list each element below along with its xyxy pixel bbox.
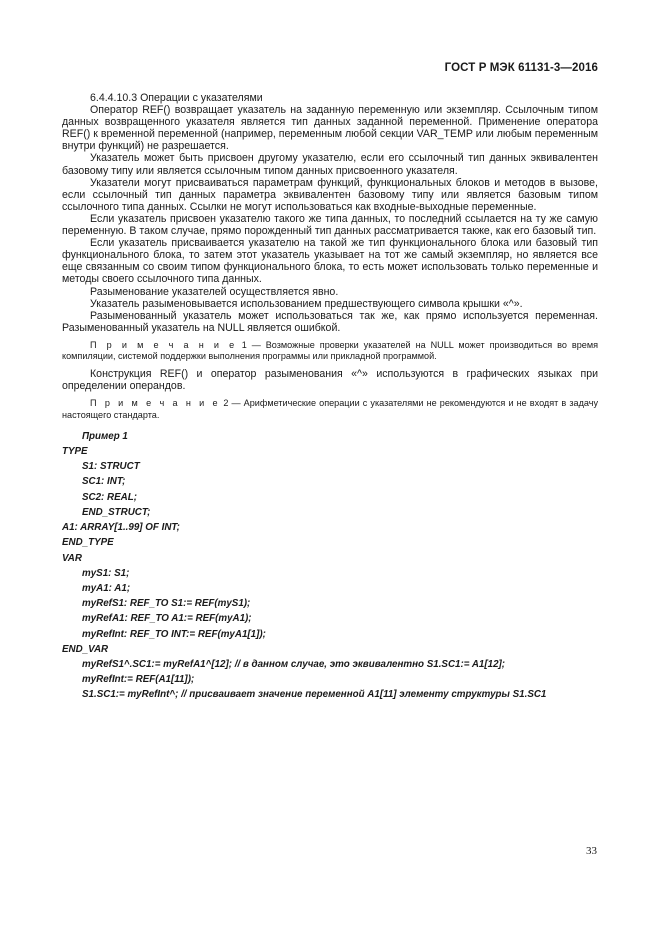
code-line: S1: STRUCT — [82, 461, 140, 473]
note-1 — [62, 340, 598, 362]
document-header: ГОСТ Р МЭК 61131-3—2016 — [444, 62, 598, 74]
example-title: Пример 1 — [82, 430, 128, 442]
paragraph: Указатель разыменовывается использованием предшествующего символа крышки «^». — [90, 297, 523, 310]
code-line: SC2: REAL; — [82, 491, 137, 503]
paragraph: Указатели могут присваиваться параметрам функций, функциональных блоков и методов в вызове, если ссылочный тип данных параметра эквивалентен базовому типу или является базовым типом ссылочного типа данных. Ссылки не могут использоваться как входные-выходные переменные. — [62, 176, 598, 213]
code-line: END_TYPE — [62, 537, 114, 549]
code-line: myRefS1^.SC1:= myRefA1^[12]; // в данном случае, это эквивалентно S1.SC1:= A1[12]; — [82, 658, 506, 670]
paragraph: Разыменование указателей осуществляется явно. — [90, 285, 339, 298]
code-line: S1.SC1:= myRefInt^; // присваивает значение переменной A1[11] элементу структуры S1.SC1 — [82, 689, 547, 701]
code-example — [62, 429, 598, 703]
page-number: 33 — [586, 845, 597, 857]
note-label: П р и м е ч а н и е — [90, 398, 221, 409]
section-title: 6.4.4.10.3 Операции с указателями — [90, 92, 263, 104]
paragraph: Оператор REF() возвращает указатель на заданную переменную или экземпляр. Ссылочным типом данных возвращенного указателя является тип данных заданной переменной. Применение оператора REF() к временной переменной (например, переменным любой секции VAR_TEMP или любым переменным внутри функций) не разрешается. — [62, 104, 598, 153]
code-line: myS1: S1; — [82, 567, 130, 579]
code-line: A1: ARRAY[1..99] OF INT; — [62, 522, 180, 534]
note-2 — [62, 398, 598, 420]
code-line: VAR — [62, 552, 82, 564]
code-line: myRefInt:= REF(A1[11]); — [82, 674, 195, 686]
code-line: END_VAR — [62, 643, 109, 655]
code-line: TYPE — [62, 446, 88, 458]
paragraph: Если указатель присваивается указателю на такой же тип функционального блока или базовый тип функционального блока, то затем этот указатель указывает на тот же самый экземпляр, но является все еще связанным со своим типом функционального блока, то есть может использовать только переменные и методы своего ссылочного типа данных. — [62, 237, 598, 286]
code-line: END_STRUCT; — [82, 506, 151, 518]
note-text: 1 — Возможные проверки указателей на NULL может производиться во время компиляции, системой поддержки выполнения программы или прикладной программой. — [62, 339, 598, 362]
code-line: myRefS1: REF_TO S1:= REF(myS1); — [82, 598, 251, 610]
note-text: 2 — Арифметические операции с указателями не рекомендуются и не входят в задачу настоящего стандарта. — [62, 398, 599, 420]
code-line: myRefInt: REF_TO INT:= REF(myA1[1]); — [82, 628, 266, 640]
code-line: myRefA1: REF_TO A1:= REF(myA1); — [82, 613, 252, 625]
paragraph: Конструкция REF() и оператор разыменования «^» используются в графических языках при определении операндов. — [62, 368, 598, 393]
note-label: П р и м е ч а н и е — [90, 339, 237, 350]
code-line: myA1: A1; — [82, 582, 131, 594]
paragraph: Указатель может быть присвоен другому указателю, если его ссылочный тип данных эквивалентен базовому типу или является ссылочным типом данных присвоенного указателя. — [62, 152, 598, 177]
page-content — [62, 92, 598, 703]
code-line: SC1: INT; — [82, 476, 126, 488]
paragraph: Если указатель присвоен указателю такого же типа данных, то последний ссылается на ту же самую переменную. В таком случае, прямо порожденный тип данных рассматривается также, как его базовый тип. — [62, 212, 598, 238]
paragraph: Разыменованный указатель может использоваться так же, как прямо используется переменная. Разыменованный указатель на NULL является ошибкой. — [62, 309, 598, 334]
